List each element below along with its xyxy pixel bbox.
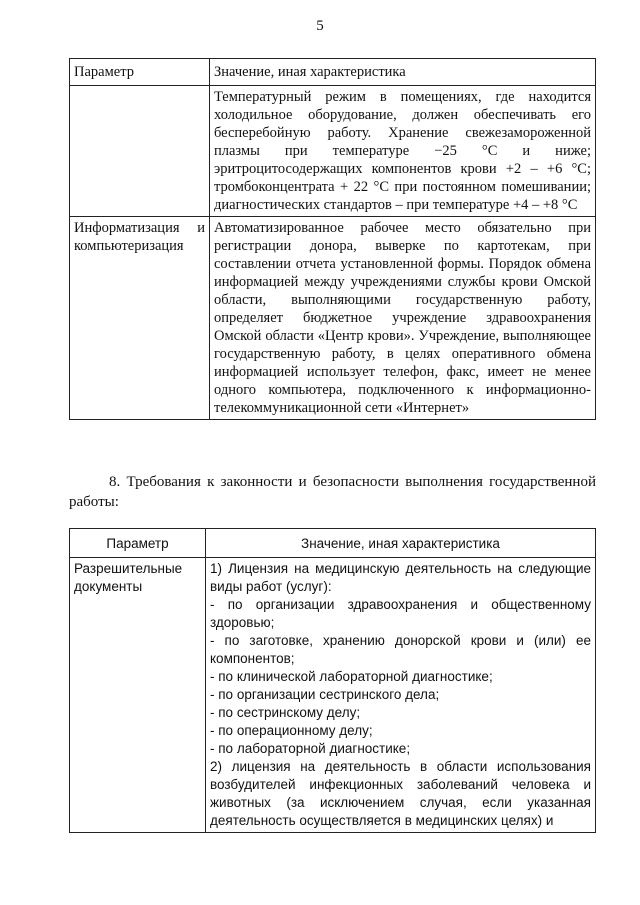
header-value: Значение, иная характеристика (206, 529, 596, 558)
section-8-heading: 8. Требования к законности и безопасности выполнения государственной работы: (69, 474, 596, 510)
row-param (70, 86, 210, 217)
list-item: - по клинической лабораторной диагностике; (210, 669, 493, 684)
header-value: Значение, иная характеристика (210, 59, 596, 86)
list-item: 1) Лицензия на медицинскую деятельность на следующие виды работ (услуг): (210, 561, 591, 594)
list-item: - по операционному делу; (210, 723, 373, 738)
requirements-table-1 (69, 58, 596, 420)
row-value-temperature: Температурный режим в помещениях, где находится холодильное оборудование, должен обеспечивать его бесперебойную работу. Хранение свежезамороженной плазмы при температуре −25 °С и ниже; эритроцитосодержащих компонентов крови +2 – +6 °С; тромбоконцентрата + 22 °С при постоянном помешивании; диагностических стандартов – при температуре +4 – +8 °С (210, 86, 596, 217)
list-item: - по организации здравоохранения и общественному здоровью; (210, 597, 591, 630)
table-row (70, 217, 596, 420)
header-param: Параметр (70, 529, 206, 558)
list-item: - по заготовке, хранению донорской крови и (или) ее компонентов; (210, 633, 591, 666)
requirements-table-2 (69, 528, 596, 833)
row-param-informatization: Информатизация и компьютеризация (70, 217, 210, 420)
table-header-row (70, 529, 596, 558)
row-value-permits (206, 558, 596, 833)
table-row (70, 558, 596, 833)
table-header-row (70, 59, 596, 86)
list-item: - по организации сестринского дела; (210, 687, 440, 702)
list-item: - по сестринскому делу; (210, 705, 361, 720)
row-value-informatization: Автоматизированное рабочее место обязательно при регистрации донора, выверке по картотекам, при составлении отчета установленной формы. Порядок обмена информацией между учреждениями службы крови Омской области, выполняющими государственную работу, определяет бюджетное учреждение здравоохранения Омской области «Центр крови». Учреждение, выполняющее государственную работу, в целях оперативного обмена информацией использует телефон, факс, имеет не менее одного компьютера, подключенного к информационно-телекоммуникационной сети «Интернет» (210, 217, 596, 420)
table-row (70, 86, 596, 217)
list-item: 2) лицензия на деятельность в области использования возбудителей инфекционных заболеваний человека и животных (за исключением случая, если указанная деятельность осуществляется в медицинских целях) и (210, 759, 591, 828)
page-number: 5 (316, 18, 324, 34)
row-param-permits: Разрешительные документы (70, 558, 206, 833)
header-param: Параметр (70, 59, 210, 86)
list-item: - по лабораторной диагностике; (210, 741, 411, 756)
